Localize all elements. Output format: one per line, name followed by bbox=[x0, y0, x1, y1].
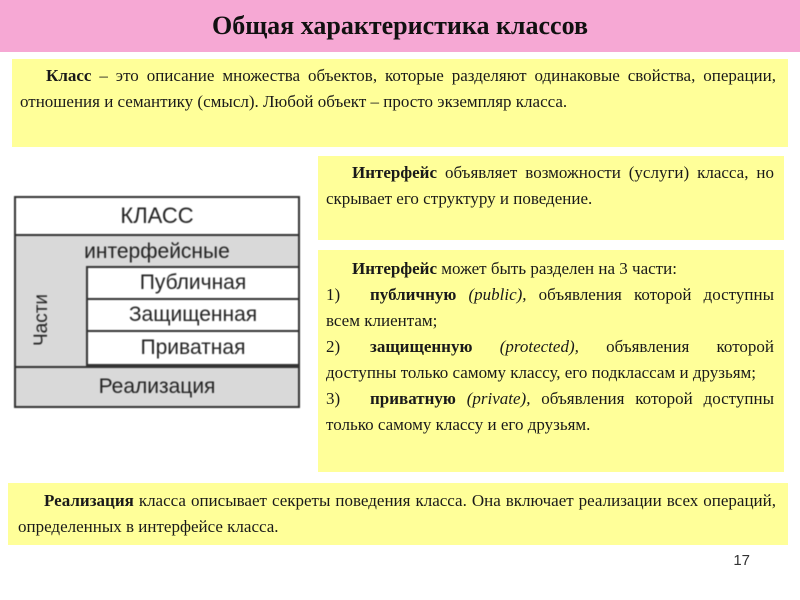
list-item bbox=[326, 334, 774, 386]
list-item-number: 2) bbox=[326, 337, 341, 356]
implementation-definition-text: класса описывает секреты поведения класса. Она включает реализации всех операций, определенных в интерфейсе класса. bbox=[18, 491, 776, 536]
list-item bbox=[326, 386, 774, 438]
page-number: 17 bbox=[733, 552, 750, 569]
list-item-text: объявления которой доступны только самому классу и его друзьям. bbox=[326, 389, 774, 434]
list-item-number: 1) bbox=[326, 285, 341, 304]
diagram-public-label: Публичная bbox=[139, 271, 247, 294]
diagram-private-label: Приватная bbox=[140, 336, 246, 359]
list-item-name: приватную bbox=[370, 389, 456, 408]
page-title: Общая характеристика классов bbox=[211, 11, 588, 40]
interface-parts-box bbox=[318, 250, 784, 472]
list-item-name: защищенную bbox=[370, 337, 473, 356]
interface-definition-text: объявляет возможности (услуги) класса, но скрывает его структуру и поведение. bbox=[326, 163, 774, 208]
class-definition-box bbox=[12, 59, 788, 147]
diagram-protected-label: Защищенная bbox=[128, 303, 258, 326]
class-definition-text: – это описание множества объектов, которые разделяют одинаковые свойства, операции, отношения и семантику (смысл). Любой объект – просто экземпляр класса. bbox=[20, 66, 776, 111]
implementation-term: Реализация bbox=[44, 491, 134, 510]
list-item-text: объявления которой доступны всем клиентам; bbox=[326, 285, 774, 330]
list-item-name: публичную bbox=[370, 285, 457, 304]
diagram-public-box bbox=[86, 266, 300, 300]
list-item bbox=[326, 282, 774, 334]
class-structure-diagram bbox=[14, 196, 300, 408]
implementation-definition-box bbox=[8, 483, 788, 545]
list-item-english: (private), bbox=[466, 389, 531, 408]
list-item-english: (protected), bbox=[499, 337, 579, 356]
diagram-class-box bbox=[14, 196, 300, 236]
diagram-private-box bbox=[86, 330, 300, 366]
diagram-implementation-box bbox=[14, 366, 300, 408]
title-bar bbox=[0, 0, 800, 52]
diagram-class-label: КЛАСС bbox=[120, 203, 194, 228]
interface-term: Интерфейс bbox=[352, 163, 438, 182]
list-item-text: объявления которой доступны только самому классу, его подклассам и друзьям; bbox=[326, 337, 774, 382]
list-item-english: (public), bbox=[468, 285, 527, 304]
diagram-interface-label: интерфейсные bbox=[84, 240, 230, 263]
parts-intro: может быть разделен на 3 части: bbox=[437, 259, 677, 278]
diagram-parts-label: Части bbox=[31, 293, 52, 347]
diagram-protected-box bbox=[86, 298, 300, 332]
interface-definition-box bbox=[318, 156, 784, 240]
diagram-implementation-label: Реализация bbox=[98, 375, 216, 398]
list-item-number: 3) bbox=[326, 389, 341, 408]
class-term: Класс bbox=[46, 66, 92, 85]
parts-term: Интерфейс bbox=[352, 259, 438, 278]
